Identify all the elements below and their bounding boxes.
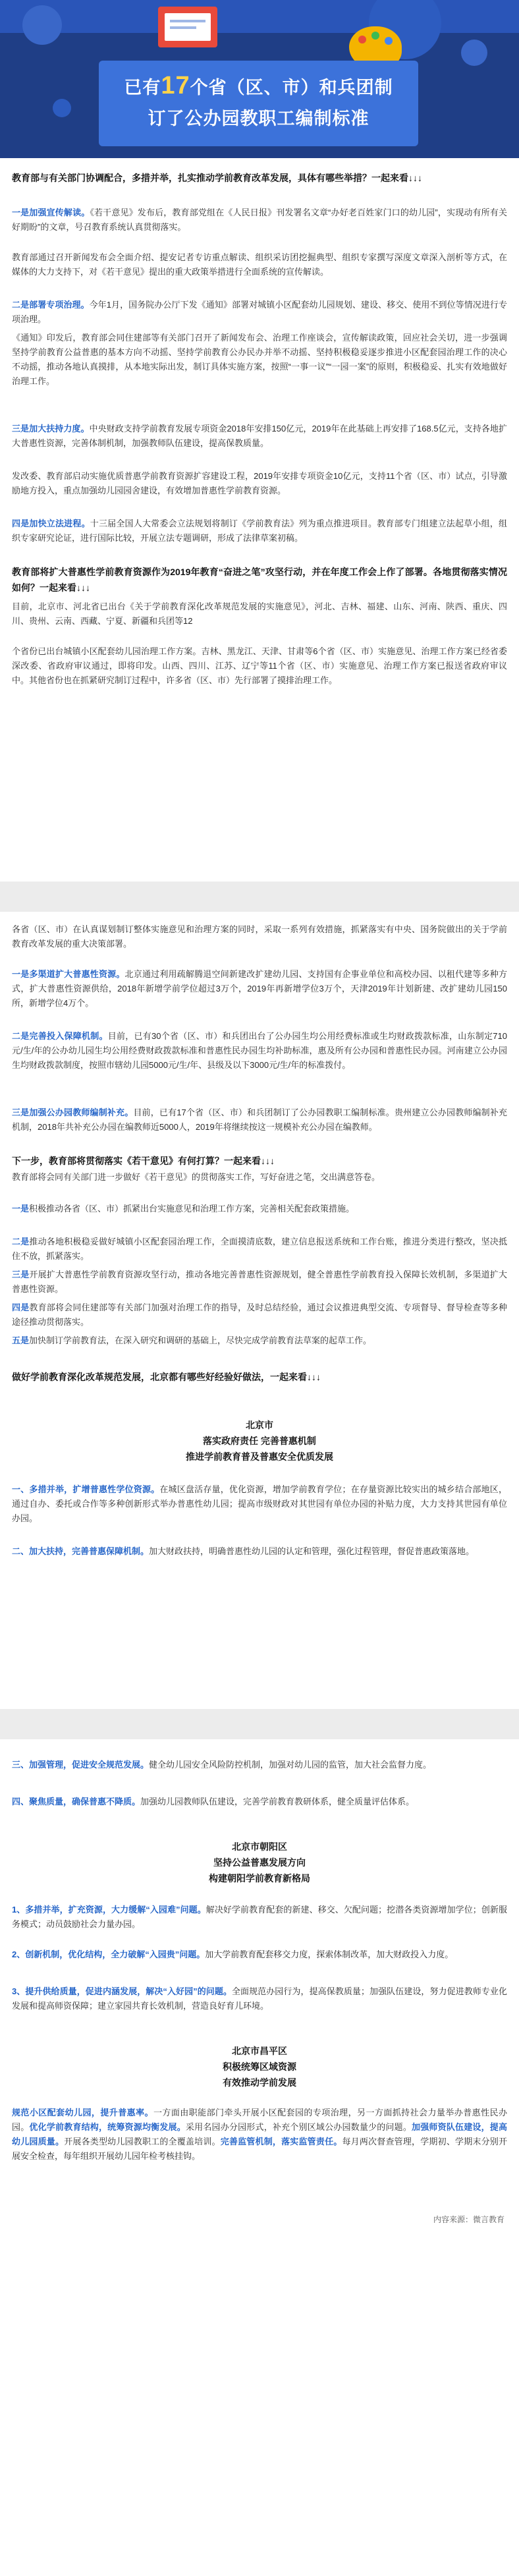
banner-top-strip	[0, 0, 519, 33]
highlight-heading: 加强师资队伍建设，提高幼儿园质量。	[12, 2122, 507, 2146]
notebook-icon	[158, 7, 217, 47]
paragraph: 教育部将会同有关部门进一步做好《若干意见》的贯彻落实工作，写好奋进之笔，交出满意答卷。	[12, 1172, 381, 1182]
highlight-heading: 二、加大扶持，完善普惠保障机制。	[12, 1546, 150, 1556]
highlight-heading: 2、创新机制，优化结构，全力破解“入园贵”问题。	[12, 1949, 205, 1959]
paragraph: 规范小区配套幼儿园，提升普惠率。一方面由职能部门牵头开展小区配套园的专项治理，另一方面抓持社会力量举办普惠性民办园。优化学前教育结构，统筹资源均衡发展。采用名园办分园形式，补充个别区域公办园数量少的问题。加强师资队伍建设，提高幼儿园质量。开展各类型幼儿园教职工的全覆盖培训。完善监管机制，落实监管责任。每月两次督查管理，学期初、学期末分别开展安全检查，每年组织开展幼儿园年检考核挂钩。	[12, 2108, 507, 2161]
paragraph: 三、加强管理，促进安全规范发展。健全幼儿园安全风险防控机制，加强对幼儿园的监管，加大社会监督力度。	[12, 1760, 432, 1770]
paragraph: 三是加大扶持力度。中央财政支持学前教育发展专项资金2018年安排150亿元，2019年在此基础上再安排了168.5亿元，支持各地扩大普惠性资源，完善体制机制，加强教师队伍建设，提高保教质量。	[12, 424, 507, 448]
section-question: 教育部将扩大普惠性学前教育资源作为2019年教育“奋进之笔”攻坚行动，并在年度工作会上作了部署。各地贯彻落实情况如何？一起来看↓↓↓	[12, 567, 507, 593]
block-title: 构建朝阳学前教育新格局	[209, 1873, 310, 1884]
section-question: 做好学前教育深化改革规范发展，北京都有哪些好经验好做法，一起来看↓↓↓	[12, 1372, 321, 1382]
paragraph: 各省（区、市）在认真谋划制订整体实施意见和治理方案的同时，采取一系列有效措施，抓紧落实有中央、国务院做出的关于学前教育改革发展的重大决策部署。	[12, 924, 507, 949]
highlight-heading: 四是加快立法进程。	[12, 518, 90, 528]
block-title: 落实政府责任 完善普惠机制	[203, 1436, 316, 1446]
highlight-heading: 二是	[12, 1237, 30, 1246]
section-divider	[0, 1709, 519, 1739]
paragraph: 四、聚焦质量，确保普惠不降质。加强幼儿园教师队伍建设，完善学前教育教研体系，健全质量评估体系。	[12, 1797, 415, 1806]
highlight-heading: 四、聚焦质量，确保普惠不降质。	[12, 1797, 141, 1806]
section-3	[0, 1739, 519, 2576]
highlight-heading: 二是部署专项治理。	[12, 300, 90, 310]
block-title: 北京市昌平区	[232, 2046, 287, 2056]
highlight-heading: 三是加强公办园教师编制补充。	[12, 1107, 134, 1117]
paragraph: 3、提升供给质量，促进内涵发展，解决“入好园”的问题。全面规范办园行为，提高保教质量；加强队伍建设，努力促进教师专业化发展和提高师资保障；建立家园共育长效机制，营造良好育儿环境。	[12, 1986, 507, 2011]
block-title: 有效推动学前发展	[223, 2077, 296, 2088]
paragraph: 发改委、教育部启动实施优质普惠学前教育资源扩容建设工程，2019年安排专项资金10亿元，支持11个省（区、市）试点，引导激励地方投入，重点加强幼儿园园舍建设，有效增加普惠性学前教育资源。	[12, 471, 507, 495]
highlight-heading: 三、加强管理，促进安全规范发展。	[12, 1760, 150, 1770]
decor-circle	[22, 5, 62, 45]
paragraph: 个省份已出台城镇小区配套幼儿园治理工作方案。吉林、黑龙江、天津、甘肃等6个省（区、市）实施意见、治理工作方案已经省委深改委、省政府审议通过，即将印发。山西、四川、江苏、辽宁等11个省（区、市）实施意见、治理工作方案已报送省政府审议中。其他省份也在抓紧研究制订过程中，许多省（区、市）先行部署了摸排治理工作。	[12, 646, 507, 685]
highlight-heading: 一是加强宣传解读。	[12, 208, 90, 217]
paragraph: 一、多措并举，扩增普惠性学位资源。在城区盘活存量，优化资源，增加学前教育学位；在存量资源比较实出的城乡结合部地区，通过自办、委托或合作等多种创新形式举办普惠性幼儿园；提高市级财政对其世园有单位办园的补贴力度，大力支持其世园有单位办园。	[12, 1484, 507, 1523]
paragraph: 二、加大扶持，完善普惠保障机制。加大财政扶持，明确普惠性幼儿园的认定和管理，强化过程管理，督促普惠政策落地。	[12, 1546, 475, 1556]
highlight-heading: 完善监管机制，落实监管责任。	[220, 2137, 342, 2146]
paragraph: 《通知》印发后，教育部会同住建部等有关部门召开了新闻发布会、治理工作座谈会，宣传解读政策，回应社会关切，进一步强调坚持学前教育公益普惠的基本方向不动摇、坚持学前教育公办民办并举不动摇、坚持积极稳妥逐步推进小区配套园治理工作的决心不动摇，推动各地认真摸排，从本地实际出发，制订具体实施方案，按照“一事一议”“一园一案”的原则，积极稳妥、扎实有效地做好治理工作。	[12, 333, 507, 386]
paragraph: 2、创新机制，优化结构，全力破解“入园贵”问题。加大学前教育配套移交力度，探索体制改革，加大财政投入力度。	[12, 1949, 454, 1959]
highlight-heading: 规范小区配套幼儿园，提升普惠率。	[12, 2108, 153, 2117]
banner-line-2: 订了公办园教职工编制标准	[148, 109, 369, 128]
paragraph: 二是推动各地积极稳妥做好城镇小区配套园治理工作，全面摸清底数，建立信息报送系统和工作台账，推进分类进行整改，坚决抵住不放，抓紧落实。	[12, 1237, 507, 1261]
paragraph: 四是教育部将会同住建部等有关部门加强对治理工作的指导，及时总结经验，通过会议推进典型交流、专项督导、督导检查等多种途径推动贯彻落实。	[12, 1302, 507, 1327]
highlight-heading: 一是多渠道扩大普惠性资源。	[12, 969, 125, 979]
highlight-heading: 一、多措并举，扩增普惠性学位资源。	[12, 1484, 160, 1494]
paragraph: 四是加快立法进程。十三届全国人大常委会立法规划将制订《学前教育法》列为重点推进项目。教育部专门组建立法起草小组，组织专家研究论证，进行国际比较，开展立法专题调研，形成了法律草案初稿。	[12, 518, 507, 543]
paragraph: 教育部通过召开新闻发布会全面介绍、提安记者专访重点解读、组织采访团挖掘典型、组织专家撰写深度文章深入剖析等方式，在媒体的大力支持下，对《若干意见》提出的重大政策举措进行全面系统的宣传解读。	[12, 252, 507, 277]
block-title: 坚持公益普惠发展方向	[213, 1857, 306, 1868]
section-question: 教育部与有关部门协调配合，多措并举，扎实推动学前教育改革发展，具体有哪些举措？一起来看↓↓↓	[12, 173, 422, 183]
highlight-heading: 三是加大扶持力度。	[12, 424, 90, 434]
paragraph: 一是积极推动各省（区、市）抓紧出台实施意见和治理工作方案，完善相关配套政策措施。	[12, 1204, 355, 1214]
section-divider	[0, 882, 519, 912]
section-1	[0, 158, 519, 882]
paragraph: 二是完善投入保障机制。目前，已有30个省（区、市）和兵团出台了公办园生均公用经费标准或生均财政拨款标准，山东制定710元/生/年的公办幼儿园生均公用经费财政拨款标准和普惠性民办园生均补助标准，惠及所有公办园和普惠性民办园。河南建立公办园生均财政拨款制度，按照市辖幼儿园5000元/生/年、县级及以下3000元/生/年的标准拨付。	[12, 1031, 507, 1070]
highlight-heading: 三是	[12, 1270, 30, 1279]
paragraph: 五是加快制订学前教育法，在深入研究和调研的基础上，尽快完成学前教育法草案的起草工作。	[12, 1335, 372, 1345]
header-banner	[0, 0, 519, 158]
highlight-heading: 一是	[12, 1204, 30, 1214]
highlight-heading: 3、提升供给质量，促进内涵发展，解决“入好园”的问题。	[12, 1986, 232, 1996]
paragraph: 三是开展扩大普惠性学前教育资源攻坚行动，推动各地完善普惠性资源规划，健全普惠性学前教育投入保障长效机制，多渠道扩大普惠性资源。	[12, 1270, 507, 1294]
highlight-heading: 优化学前教育结构，统筹资源均衡发展。	[29, 2122, 186, 2132]
paragraph: 二是部署专项治理。今年1月，国务院办公厅下发《通知》部署对城镇小区配套幼儿园规划、建设、移交、使用不到位等情况进行专项治理。	[12, 300, 507, 324]
content-source: 内容来源：微言教育	[433, 2215, 505, 2224]
highlight-heading: 五是	[12, 1335, 30, 1345]
highlight-heading: 1、多措并举，扩充资源，大力缓解“入园难”问题。	[12, 1905, 206, 1915]
section-question: 下一步，教育部将贯彻落实《若干意见》有何打算？一起来看↓↓↓	[12, 1156, 275, 1166]
paragraph: 目前，北京市、河北省已出台《关于学前教育深化改革规范发展的实施意见》，河北、吉林、福建、山东、河南、陕西、重庆、四川、贵州、云南、西藏、宁夏、新疆和兵团等12	[12, 602, 507, 626]
highlight-heading: 二是完善投入保障机制。	[12, 1031, 108, 1041]
section-2	[0, 912, 519, 1709]
banner-headline-box	[99, 61, 418, 146]
block-title: 北京市	[246, 1420, 273, 1430]
highlight-heading: 四是	[12, 1302, 30, 1312]
banner-line-1: 已有17个省（区、市）和兵团制	[124, 72, 393, 99]
paragraph: 一是加强宣传解读。《若干意见》发布后，教育部党组在《人民日报》刊发署名文章“办好老百姓家门口的幼儿园”，实现动有所有关好期盼”的文章，号召教育系统认真贯彻落实。	[12, 208, 507, 232]
paragraph: 三是加强公办园教师编制补充。目前，已有17个省（区、市）和兵团制订了公办园教职工编制标准。贵州建立公办园教师编制补充机制，2018年共补充公办园在编教师近5000人，2019年将继续按这一规模补充公办园在编教师。	[12, 1107, 507, 1132]
decor-circle	[53, 99, 71, 117]
block-title: 推进学前教育普及普惠安全优质发展	[186, 1451, 333, 1462]
decor-circle	[461, 40, 487, 66]
block-title: 积极统筹区域资源	[223, 2061, 296, 2072]
paragraph: 1、多措并举，扩充资源，大力缓解“入园难”问题。解决好学前教育配套的新建、移交、欠配问题；挖潜各类资源增加学位；创新服务模式；动员鼓励社会力量办园。	[12, 1905, 507, 1929]
paragraph: 一是多渠道扩大普惠性资源。北京通过利用疏解腾退空间新建改扩建幼儿园、支持国有企事业单位和高校办园、以租代建等多种方式，扩大普惠性资源供给，2018年新增学前学位超过3万个，2019年再新增学位3万个，天津2019年计划新建、改扩建幼儿园150所，新增学位4万个。	[12, 969, 507, 1008]
block-title: 北京市朝阳区	[232, 1841, 287, 1852]
